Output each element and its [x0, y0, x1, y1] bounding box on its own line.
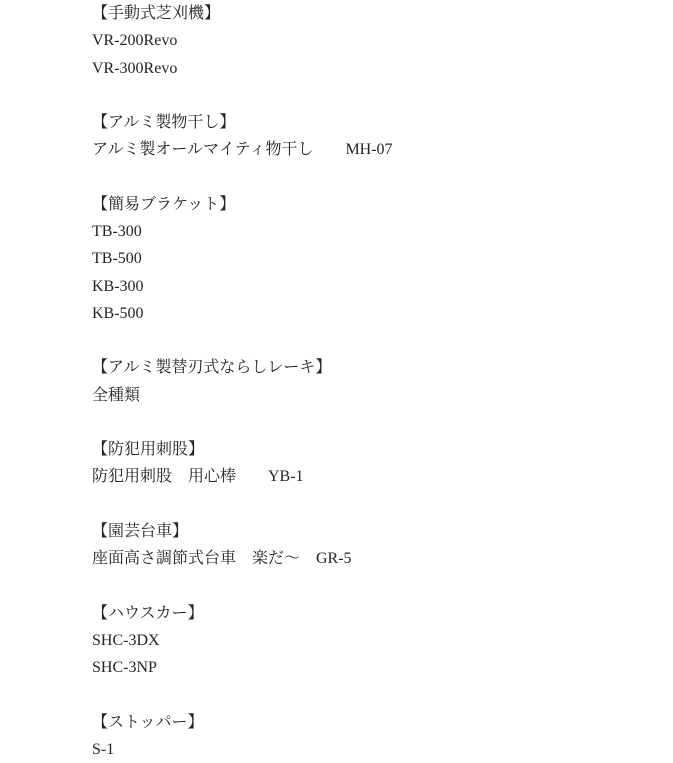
- product-model-line: VR-300Revo: [92, 59, 178, 77]
- product-model-line: KB-300: [92, 277, 144, 295]
- section-header: 【ハウスカー】: [92, 604, 204, 622]
- product-model-line: 防犯用刺股 用心棒 YB-1: [92, 468, 304, 486]
- blank-line: [92, 572, 673, 599]
- section-header: 【手動式芝刈機】: [92, 5, 221, 22]
- section-header: 【防犯用刺股】: [92, 441, 205, 458]
- section-garden-cart: [92, 518, 673, 600]
- section-header: 【園芸台車】: [92, 522, 189, 540]
- section-aluminum-rake: [92, 354, 673, 436]
- product-model-line: SHC-3DX: [92, 631, 160, 649]
- blank-line: [92, 327, 673, 354]
- blank-line: [92, 82, 673, 109]
- product-model-line: TB-500: [92, 250, 142, 268]
- blank-line: [92, 491, 673, 518]
- section-stopper: [92, 709, 673, 763]
- section-header: 【アルミ製替刃式ならしレーキ】: [92, 359, 332, 377]
- product-model-line: KB-500: [92, 304, 144, 322]
- blank-line: [92, 681, 673, 708]
- product-model-line: 座面高さ調節式台車 楽だ～ GR-5: [92, 550, 352, 567]
- product-model-line: 全種類: [92, 386, 141, 404]
- product-model-line: S-1: [92, 740, 115, 758]
- section-simple-bracket: [92, 191, 673, 355]
- product-model-line: VR-200Revo: [92, 32, 178, 50]
- product-model-line: アルミ製オールマイティ物干し MH-07: [92, 141, 393, 159]
- blank-line: [92, 409, 673, 436]
- section-header: 【アルミ製物干し】: [92, 114, 236, 131]
- section-aluminum-clothes-dryer: [92, 109, 673, 191]
- section-manual-lawn-mower: [92, 0, 673, 109]
- section-header: 【ストッパー】: [92, 713, 204, 731]
- section-security-sasumata: [92, 436, 673, 518]
- blank-line: [92, 164, 673, 191]
- section-header: 【簡易ブラケット】: [92, 195, 236, 213]
- product-model-line: TB-300: [92, 223, 142, 240]
- product-model-line: SHC-3NP: [92, 659, 157, 676]
- section-house-car: [92, 600, 673, 709]
